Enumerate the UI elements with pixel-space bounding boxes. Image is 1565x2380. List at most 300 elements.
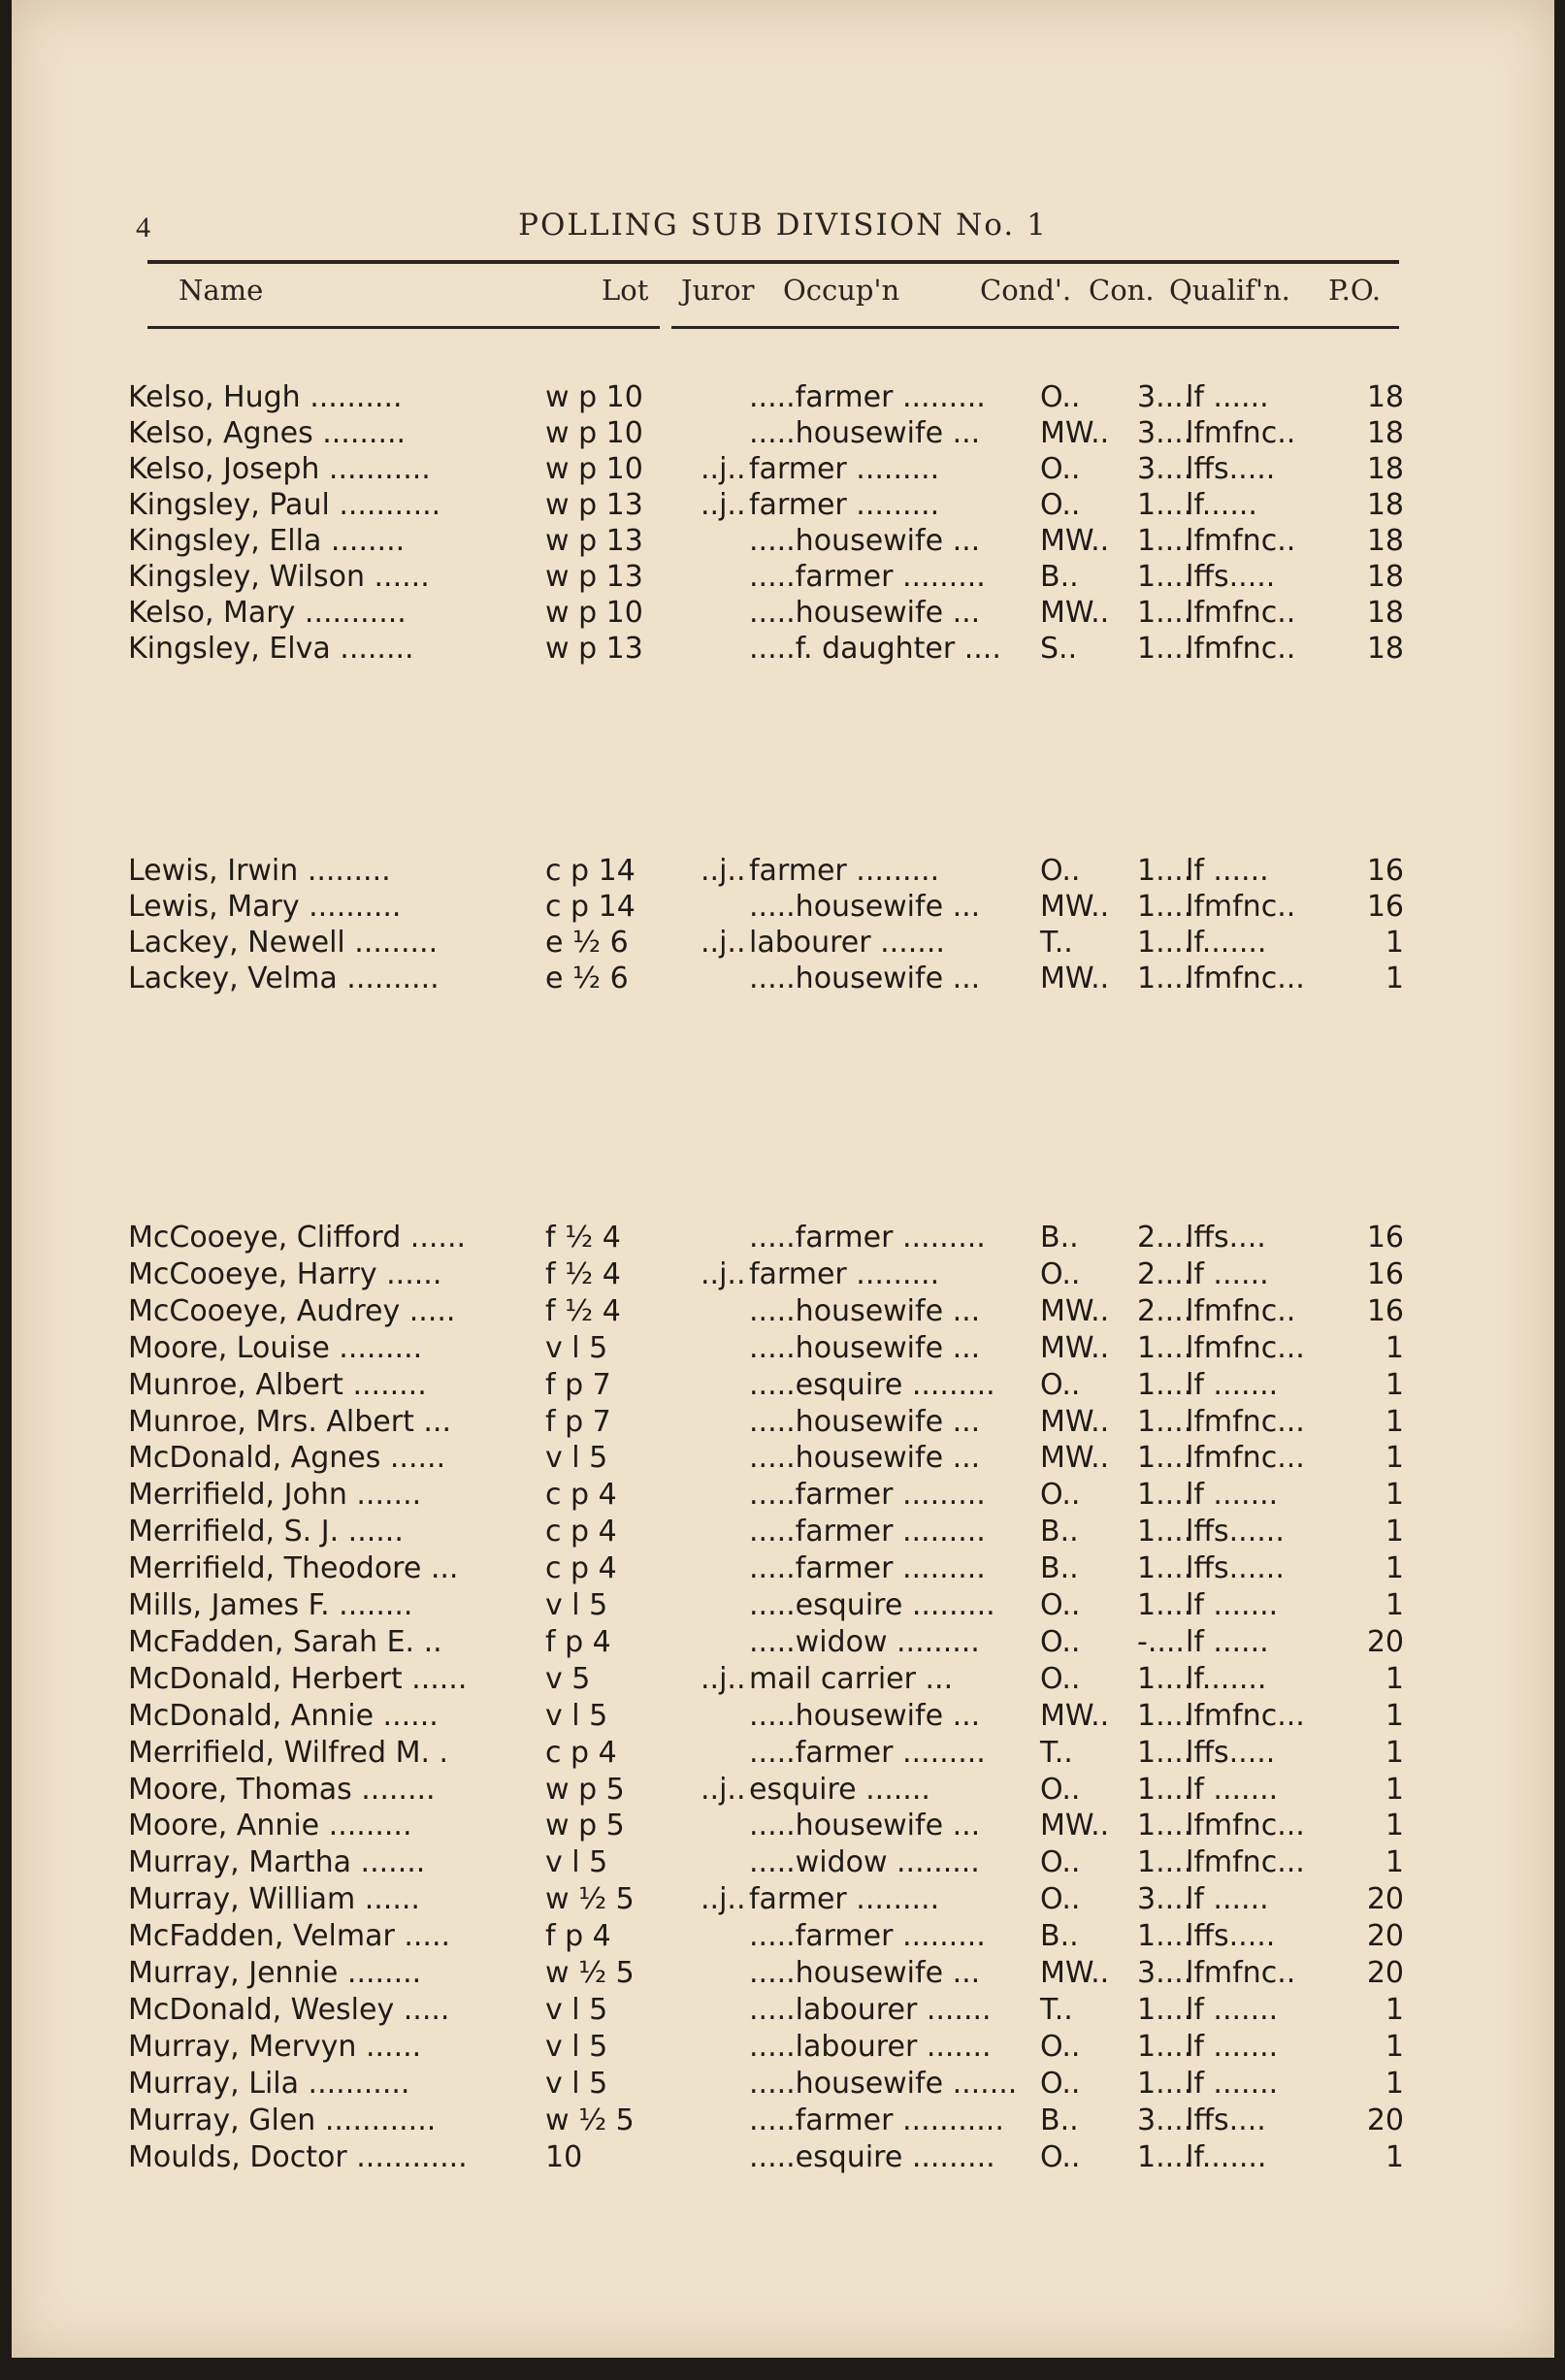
concession-cell: 3....	[1137, 452, 1193, 486]
name-cell: McDonald, Agnes ......	[128, 1441, 446, 1476]
concession-cell: 1....	[1137, 632, 1193, 666]
concession-cell: 1....	[1137, 1515, 1193, 1549]
concession-cell: 1....	[1137, 890, 1193, 924]
lot-cell: v l 5	[545, 2066, 608, 2101]
qualification-cell: lffs......	[1186, 1551, 1285, 1586]
post-office-cell: 18	[1366, 416, 1404, 450]
occupation-cell: .....housewife ...	[749, 1809, 981, 1843]
occupation-cell: .....esquire .........	[749, 1588, 995, 1622]
qualification-cell: lf .......	[1186, 1478, 1279, 1513]
voter-entry	[128, 1478, 1404, 1515]
condition-cell: MW..	[1040, 416, 1110, 450]
occupation-cell: farmer .........	[749, 452, 940, 486]
occupation-cell: .....housewife ...	[749, 1956, 981, 1990]
occupation-cell: .....housewife ...	[749, 596, 981, 630]
qualification-cell: lffs......	[1186, 1515, 1285, 1549]
post-office-cell: 20	[1366, 1624, 1404, 1659]
name-cell: Moulds, Doctor ............	[128, 2139, 468, 2174]
condition-cell: T..	[1040, 926, 1073, 960]
occupation-cell: .....housewife ...	[749, 1698, 981, 1733]
occupation-cell: .....labourer .......	[749, 2029, 992, 2064]
qualification-cell: lfmfnc...	[1186, 1330, 1305, 1365]
voter-entry	[128, 1809, 1404, 1845]
post-office-cell: 18	[1366, 596, 1404, 630]
condition-cell: B..	[1040, 1551, 1079, 1586]
voter-entry	[128, 1368, 1404, 1405]
qualification-cell: lfmfnc...	[1186, 1845, 1305, 1880]
post-office-cell: 1	[1385, 1551, 1404, 1586]
concession-cell: 1....	[1137, 596, 1193, 630]
lot-cell: w ½ 5	[545, 2103, 635, 2137]
condition-cell: MW..	[1040, 1698, 1110, 1733]
condition-cell: O..	[1040, 452, 1081, 486]
name-cell: Munroe, Albert ........	[128, 1367, 427, 1402]
page-number: 4	[136, 212, 150, 244]
occupation-cell: .....esquire .........	[749, 1367, 995, 1402]
lot-cell: e ½ 6	[545, 962, 629, 995]
post-office-cell: 16	[1366, 1293, 1404, 1328]
lot-cell: v l 5	[545, 2029, 608, 2064]
condition-cell: B..	[1040, 1515, 1079, 1549]
concession-cell: 1....	[1137, 2139, 1193, 2174]
condition-cell: B..	[1040, 1919, 1079, 1954]
occupation-cell: .....esquire .........	[749, 2139, 995, 2174]
qualification-cell: lffs....	[1186, 1221, 1266, 1255]
occupation-cell: labourer .......	[749, 926, 945, 960]
lot-cell: 10	[545, 2139, 583, 2174]
juror-cell: ..j..	[701, 1882, 746, 1917]
concession-cell: 1....	[1137, 1661, 1193, 1696]
qualification-cell: lfmfnc...	[1186, 1441, 1305, 1476]
condition-cell: B..	[1040, 2103, 1079, 2137]
qualification-cell: lffs.....	[1186, 452, 1276, 486]
voter-entry	[128, 1221, 1404, 1257]
qualification-cell: lfmfnc...	[1186, 1698, 1305, 1733]
concession-cell: 1....	[1137, 1404, 1193, 1439]
occupation-cell: farmer .........	[749, 488, 940, 522]
column-header-occupation: Occup'n	[783, 274, 900, 307]
occupation-cell: .....housewife ...	[749, 524, 981, 558]
concession-cell: 1....	[1137, 1809, 1193, 1843]
voter-entry	[128, 1331, 1404, 1368]
lot-cell: w p 5	[545, 1809, 625, 1843]
qualification-cell: lffs.....	[1186, 1919, 1276, 1954]
qualification-cell: lfmfnc..	[1186, 1293, 1296, 1328]
post-office-cell: 1	[1385, 1661, 1404, 1696]
name-cell: McCooeye, Harry ......	[128, 1256, 442, 1291]
name-cell: Merrifield, Theodore ...	[128, 1551, 459, 1586]
condition-cell: S..	[1040, 632, 1078, 666]
occupation-cell: farmer .........	[749, 1882, 940, 1917]
occupation-cell: .....housewife ...	[749, 416, 981, 450]
qualification-cell: lf .......	[1186, 1992, 1279, 2027]
lot-cell: f p 4	[545, 1624, 611, 1659]
lot-cell: w p 10	[545, 596, 643, 630]
post-office-cell: 16	[1366, 890, 1404, 924]
post-office-cell: 1	[1385, 1515, 1404, 1549]
condition-cell: MW..	[1040, 596, 1110, 630]
occupation-cell: farmer .........	[749, 854, 940, 888]
concession-cell: 1....	[1137, 1992, 1193, 2027]
condition-cell: O..	[1040, 1367, 1081, 1402]
occupation-cell: mail carrier ...	[749, 1661, 954, 1696]
condition-cell: MW..	[1040, 890, 1110, 924]
qualification-cell: lfmfnc..	[1186, 632, 1296, 666]
post-office-cell: 16	[1366, 1221, 1404, 1255]
name-cell: Lewis, Irwin .........	[128, 854, 391, 888]
voter-entry	[128, 1294, 1404, 1331]
name-cell: Kelso, Mary ...........	[128, 596, 407, 630]
lot-cell: e ½ 6	[545, 926, 629, 960]
voter-entry	[128, 1551, 1404, 1588]
lot-cell: c p 4	[545, 1478, 617, 1513]
column-header-juror: Juror	[681, 274, 755, 307]
lot-cell: v l 5	[545, 1845, 608, 1880]
post-office-cell: 1	[1385, 1404, 1404, 1439]
lot-cell: w p 10	[545, 452, 643, 486]
lot-cell: w p 10	[545, 416, 643, 450]
post-office-cell: 18	[1366, 488, 1404, 522]
lot-cell: f p 4	[545, 1919, 611, 1954]
occupation-cell: .....farmer .........	[749, 560, 986, 594]
column-header-cond: Cond'.	[980, 274, 1072, 307]
voter-entry	[128, 1588, 1404, 1625]
concession-cell: 3....	[1137, 1956, 1193, 1990]
concession-cell: 3....	[1137, 1882, 1193, 1917]
name-cell: Kelso, Joseph ...........	[128, 452, 431, 486]
post-office-cell: 1	[1385, 2029, 1404, 2064]
post-office-cell: 1	[1385, 1992, 1404, 2027]
occupation-cell: .....housewife ...	[749, 1293, 981, 1328]
qualification-cell: lf ......	[1186, 1624, 1269, 1659]
condition-cell: O..	[1040, 380, 1081, 414]
occupation-cell: .....farmer .........	[749, 1735, 986, 1770]
post-office-cell: 1	[1385, 2066, 1404, 2101]
concession-cell: 1....	[1137, 962, 1193, 995]
voter-entry	[128, 488, 1404, 525]
lot-cell: f ½ 4	[545, 1293, 621, 1328]
occupation-cell: farmer .........	[749, 1256, 940, 1291]
juror-cell: ..j..	[701, 1772, 746, 1807]
voter-entry	[128, 962, 1404, 998]
post-office-cell: 18	[1366, 380, 1404, 414]
juror-cell: ..j..	[701, 854, 746, 888]
juror-cell: ..j..	[701, 926, 746, 960]
concession-cell: 1....	[1137, 2066, 1193, 2101]
name-cell: McDonald, Wesley .....	[128, 1992, 450, 2027]
name-cell: Murray, Jennie ........	[128, 1956, 422, 1990]
condition-cell: MW..	[1040, 962, 1110, 995]
concession-cell: 1....	[1137, 1330, 1193, 1365]
voter-entry	[128, 2030, 1404, 2067]
lot-cell: c p 14	[545, 854, 636, 888]
occupation-cell: .....housewife ...	[749, 962, 981, 995]
lot-cell: c p 4	[545, 1551, 617, 1586]
lot-cell: f p 7	[545, 1404, 611, 1439]
qualification-cell: lfmfnc...	[1186, 1809, 1305, 1843]
directory-page	[12, 0, 1554, 2358]
occupation-cell: .....farmer ...........	[749, 2103, 1004, 2137]
name-cell: McCooeye, Clifford ......	[128, 1221, 467, 1255]
lot-cell: f ½ 4	[545, 1221, 621, 1255]
concession-cell: 2....	[1137, 1221, 1193, 1255]
juror-cell: ..j..	[701, 452, 746, 486]
concession-cell: 3....	[1137, 2103, 1193, 2137]
qualification-cell: lf .......	[1186, 2029, 1279, 2064]
occupation-cell: esquire .......	[749, 1772, 930, 1807]
qualification-cell: lfmfnc..	[1186, 524, 1296, 558]
concession-cell: 1....	[1137, 1478, 1193, 1513]
name-cell: Murray, William ......	[128, 1882, 420, 1917]
column-header-lot: Lot	[602, 274, 649, 307]
voter-entry	[128, 524, 1404, 561]
voter-entry	[128, 1405, 1404, 1442]
lot-cell: w p 13	[545, 560, 643, 594]
post-office-cell: 20	[1366, 2103, 1404, 2137]
concession-cell: 3....	[1137, 416, 1193, 450]
name-cell: Kelso, Agnes .........	[128, 416, 407, 450]
voter-entry	[128, 380, 1404, 417]
condition-cell: B..	[1040, 1221, 1079, 1255]
column-header-con: Con.	[1089, 274, 1155, 307]
qualification-cell: lf.......	[1186, 2139, 1267, 2174]
occupation-cell: .....labourer .......	[749, 1992, 992, 2027]
lot-cell: v 5	[545, 1661, 591, 1696]
name-cell: McFadden, Velmar .....	[128, 1919, 451, 1954]
occupation-cell: .....farmer .........	[749, 1551, 986, 1586]
voter-entry	[128, 1736, 1404, 1773]
lot-cell: v l 5	[545, 1698, 608, 1733]
post-office-cell: 16	[1366, 1256, 1404, 1291]
post-office-cell: 1	[1385, 926, 1404, 960]
column-header-name: Name	[179, 274, 264, 307]
voter-entry	[128, 416, 1404, 453]
post-office-cell: 1	[1385, 1809, 1404, 1843]
condition-cell: O..	[1040, 2066, 1081, 2101]
qualification-cell: lf .......	[1186, 1588, 1279, 1622]
voter-entry	[128, 890, 1404, 927]
name-cell: Merrifield, S. J. ......	[128, 1515, 404, 1549]
concession-cell: -....	[1137, 1624, 1185, 1659]
condition-cell: O..	[1040, 1256, 1081, 1291]
name-cell: Murray, Mervyn ......	[128, 2029, 422, 2064]
lot-cell: c p 4	[545, 1735, 617, 1770]
post-office-cell: 1	[1385, 1588, 1404, 1622]
name-cell: Mills, James F. ........	[128, 1588, 413, 1622]
lot-cell: w p 13	[545, 632, 643, 666]
name-cell: Munroe, Mrs. Albert ...	[128, 1404, 451, 1439]
voter-entry	[128, 2103, 1404, 2140]
condition-cell: O..	[1040, 1478, 1081, 1513]
voter-entry	[128, 1919, 1404, 1956]
occupation-cell: .....farmer .........	[749, 380, 986, 414]
concession-cell: 1....	[1137, 854, 1193, 888]
condition-cell: B..	[1040, 560, 1079, 594]
lot-cell: v l 5	[545, 1588, 608, 1622]
occupation-cell: .....farmer .........	[749, 1221, 986, 1255]
post-office-cell: 1	[1385, 2139, 1404, 2174]
concession-cell: 3....	[1137, 380, 1193, 414]
qualification-cell: lfmfnc..	[1186, 1956, 1296, 1990]
condition-cell: T..	[1040, 1735, 1073, 1770]
lot-cell: w ½ 5	[545, 1956, 635, 1990]
voter-entry	[128, 1441, 1404, 1478]
voter-entry	[128, 2140, 1404, 2177]
post-office-cell: 1	[1385, 1845, 1404, 1880]
qualification-cell: lfmfnc..	[1186, 890, 1296, 924]
voter-entry	[128, 1257, 1404, 1294]
lot-cell: w p 5	[545, 1772, 625, 1807]
voter-entry	[128, 1662, 1404, 1699]
condition-cell: MW..	[1040, 1293, 1110, 1328]
lot-cell: v l 5	[545, 1441, 608, 1476]
voter-entry	[128, 1882, 1404, 1919]
qualification-cell: lfmfnc..	[1186, 596, 1296, 630]
qualification-cell: lffs.....	[1186, 1735, 1276, 1770]
qualification-cell: lf.......	[1186, 926, 1267, 960]
concession-cell: 1....	[1137, 1367, 1193, 1402]
lot-cell: v l 5	[545, 1992, 608, 2027]
qualification-cell: lf .......	[1186, 1772, 1279, 1807]
post-office-cell: 16	[1366, 854, 1404, 888]
qualification-cell: lf ......	[1186, 380, 1269, 414]
header-bottom-rule-right	[671, 326, 1399, 329]
post-office-cell: 1	[1385, 962, 1404, 995]
concession-cell: 1....	[1137, 1845, 1193, 1880]
name-cell: McCooeye, Audrey .....	[128, 1293, 456, 1328]
concession-cell: 1....	[1137, 1441, 1193, 1476]
qualification-cell: lf......	[1186, 488, 1257, 522]
qualification-cell: lffs.....	[1186, 560, 1276, 594]
post-office-cell: 18	[1366, 560, 1404, 594]
occupation-cell: .....housewife ...	[749, 890, 981, 924]
qualification-cell: lf.......	[1186, 1661, 1267, 1696]
occupation-cell: .....farmer .........	[749, 1478, 986, 1513]
column-header-qualif: Qualif'n.	[1169, 274, 1290, 307]
concession-cell: 1....	[1137, 524, 1193, 558]
name-cell: Murray, Glen ............	[128, 2103, 437, 2137]
concession-cell: 1....	[1137, 1919, 1193, 1954]
voter-entry	[128, 596, 1404, 633]
condition-cell: O..	[1040, 1845, 1081, 1880]
name-cell: Lackey, Newell .........	[128, 926, 439, 960]
qualification-cell: lfmfnc...	[1186, 962, 1305, 995]
qualification-cell: lf ......	[1186, 854, 1269, 888]
name-cell: Moore, Annie .........	[128, 1809, 412, 1843]
name-cell: McDonald, Annie ......	[128, 1698, 439, 1733]
condition-cell: MW..	[1040, 1441, 1110, 1476]
post-office-cell: 20	[1366, 1919, 1404, 1954]
voter-entry	[128, 560, 1404, 597]
condition-cell: MW..	[1040, 1809, 1110, 1843]
name-cell: Murray, Martha .......	[128, 1845, 426, 1880]
lot-cell: w p 13	[545, 524, 643, 558]
name-cell: Murray, Lila ...........	[128, 2066, 410, 2101]
post-office-cell: 1	[1385, 1772, 1404, 1807]
occupation-cell: .....widow .........	[749, 1624, 980, 1659]
voter-entry	[128, 1625, 1404, 1662]
concession-cell: 1....	[1137, 1588, 1193, 1622]
condition-cell: O..	[1040, 1588, 1081, 1622]
name-cell: Lewis, Mary ..........	[128, 890, 402, 924]
name-cell: Kingsley, Ella ........	[128, 524, 406, 558]
voter-entry	[128, 1699, 1404, 1736]
lot-cell: f ½ 4	[545, 1256, 621, 1291]
post-office-cell: 1	[1385, 1330, 1404, 1365]
voter-entry	[128, 452, 1404, 489]
concession-cell: 1....	[1137, 1735, 1193, 1770]
lot-cell: w ½ 5	[545, 1882, 635, 1917]
concession-cell: 1....	[1137, 2029, 1193, 2064]
post-office-cell: 1	[1385, 1441, 1404, 1476]
lot-cell: c p 14	[545, 890, 636, 924]
condition-cell: T..	[1040, 1992, 1073, 2027]
lot-cell: c p 4	[545, 1515, 617, 1549]
concession-cell: 1....	[1137, 1551, 1193, 1586]
name-cell: Kingsley, Wilson ......	[128, 560, 430, 594]
qualification-cell: lf .......	[1186, 2066, 1279, 2101]
voter-entry	[128, 1515, 1404, 1551]
post-office-cell: 1	[1385, 1735, 1404, 1770]
condition-cell: O..	[1040, 2029, 1081, 2064]
occupation-cell: .....housewife ...	[749, 1330, 981, 1365]
lot-cell: f p 7	[545, 1367, 611, 1402]
condition-cell: MW..	[1040, 1404, 1110, 1439]
voter-entry	[128, 1845, 1404, 1882]
name-cell: McFadden, Sarah E. ..	[128, 1624, 442, 1659]
post-office-cell: 1	[1385, 1478, 1404, 1513]
lot-cell: v l 5	[545, 1330, 608, 1365]
juror-cell: ..j..	[701, 1661, 746, 1696]
occupation-cell: .....widow .........	[749, 1845, 980, 1880]
concession-cell: 2....	[1137, 1256, 1193, 1291]
concession-cell: 1....	[1137, 926, 1193, 960]
occupation-cell: .....farmer .........	[749, 1515, 986, 1549]
header-bottom-rule-left	[147, 326, 660, 329]
voter-entry	[128, 1773, 1404, 1809]
name-cell: Lackey, Velma ..........	[128, 962, 440, 995]
occupation-cell: .....housewife ...	[749, 1404, 981, 1439]
lot-cell: w p 10	[545, 380, 643, 414]
qualification-cell: lffs....	[1186, 2103, 1266, 2137]
condition-cell: O..	[1040, 1661, 1081, 1696]
voter-entry	[128, 926, 1404, 962]
voter-entry	[128, 632, 1404, 668]
juror-cell: ..j..	[701, 488, 746, 522]
name-cell: Merrifield, John .......	[128, 1478, 422, 1513]
condition-cell: O..	[1040, 2139, 1081, 2174]
column-header-po: P.O.	[1328, 274, 1382, 307]
post-office-cell: 1	[1385, 1367, 1404, 1402]
name-cell: McDonald, Herbert ......	[128, 1661, 468, 1696]
name-cell: Merrifield, Wilfred M. .	[128, 1735, 449, 1770]
qualification-cell: lfmfnc..	[1186, 416, 1296, 450]
name-cell: Moore, Louise .........	[128, 1330, 423, 1365]
juror-cell: ..j..	[701, 1256, 746, 1291]
occupation-cell: .....f. daughter ....	[749, 632, 1001, 666]
voter-entry	[128, 1993, 1404, 2030]
condition-cell: MW..	[1040, 524, 1110, 558]
condition-cell: O..	[1040, 1772, 1081, 1807]
concession-cell: 1....	[1137, 1698, 1193, 1733]
condition-cell: MW..	[1040, 1330, 1110, 1365]
qualification-cell: lfmfnc...	[1186, 1404, 1305, 1439]
occupation-cell: .....farmer .........	[749, 1919, 986, 1954]
qualification-cell: lf .......	[1186, 1367, 1279, 1402]
qualification-cell: lf ......	[1186, 1256, 1269, 1291]
post-office-cell: 18	[1366, 452, 1404, 486]
concession-cell: 2....	[1137, 1293, 1193, 1328]
